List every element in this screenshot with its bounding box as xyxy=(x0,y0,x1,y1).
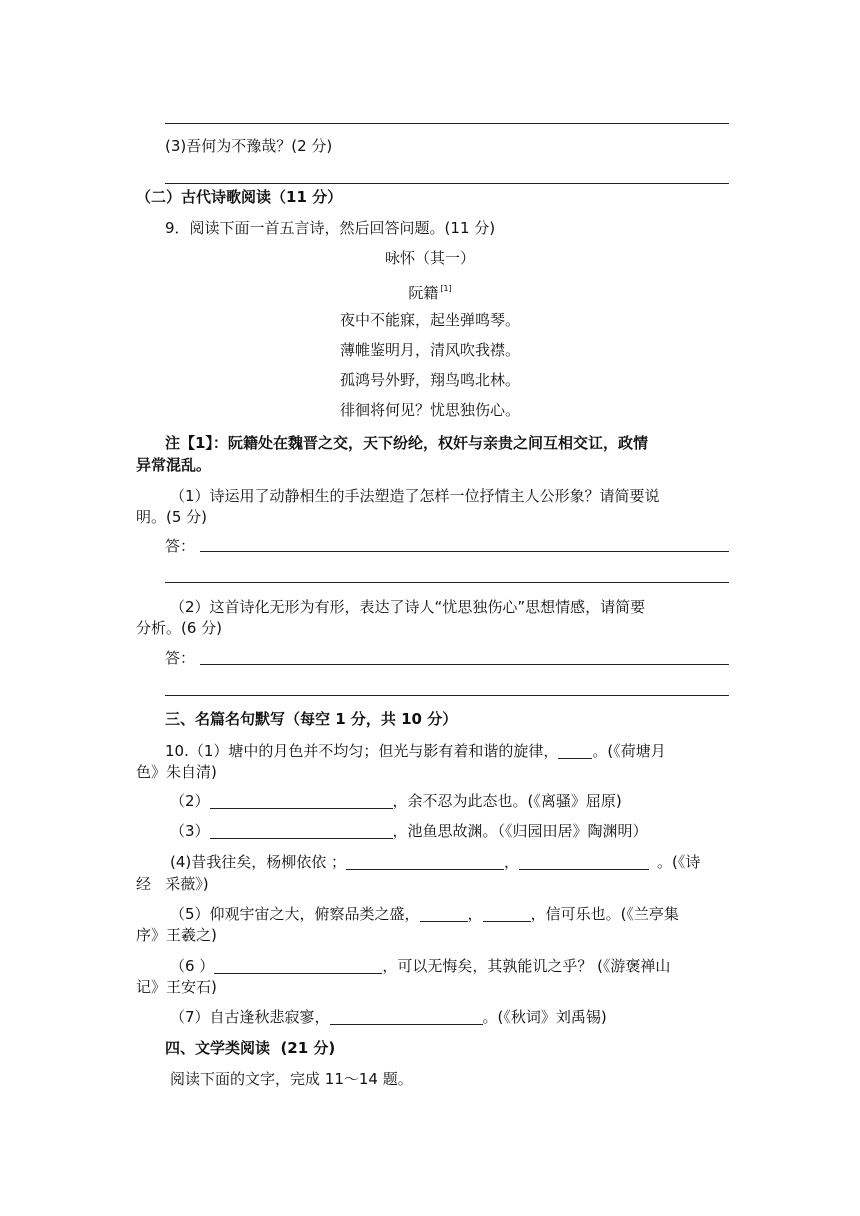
q10-item2 xyxy=(170,791,622,811)
answer-label: 答： xyxy=(165,649,196,667)
poem-line: 夜中不能寐，起坐弹鸣琴。 xyxy=(339,311,520,329)
q10-item3 xyxy=(170,821,648,841)
fill-blank[interactable] xyxy=(210,823,393,839)
q9-2-line2: 分析。(6 分) xyxy=(136,619,223,637)
q10-item5-text: （5）仰观宇宙之大，俯察品类之盛， xyxy=(170,905,420,923)
section4-prompt: 阅读下面的文字，完成 11～14 题。 xyxy=(170,1070,413,1088)
section3-heading: 三、名篇名句默写（每空 1 分，共 10 分） xyxy=(165,710,458,728)
q10-item3-label: （3） xyxy=(170,822,210,840)
poem-note-line2: 异常混乱。 xyxy=(136,456,212,474)
section2-heading: （二）古代诗歌阅读（11 分） xyxy=(136,188,343,206)
q10-item1-line2: 色》朱自清) xyxy=(136,763,217,781)
q10-item4-sep: ， xyxy=(504,853,520,871)
answer-line-q8-3 xyxy=(165,183,729,184)
q10-item4-source: 。(《诗 xyxy=(657,853,701,871)
fill-blank[interactable] xyxy=(483,906,531,922)
q10-item5-sep: ， xyxy=(467,905,483,923)
q10-item5-source: ，信可乐也。(《兰亭集 xyxy=(530,905,679,923)
fill-blank[interactable] xyxy=(519,854,649,870)
q10-item2-label: （2） xyxy=(170,792,210,810)
author-note-mark: [1] xyxy=(440,284,452,293)
poem-title: 咏怀（其一） xyxy=(384,249,475,267)
q10-item5-line1 xyxy=(170,904,679,924)
q9-prompt: 9．阅读下面一首五言诗，然后回答问题。(11 分) xyxy=(165,219,496,237)
answer-label: 答： xyxy=(165,537,196,555)
q10-item6-line2: 记》王安石) xyxy=(136,978,217,996)
q10-item7-text: （7）自古逢秋悲寂寥， xyxy=(170,1008,330,1026)
fill-blank[interactable] xyxy=(210,793,393,809)
answer-line[interactable] xyxy=(165,695,729,696)
poem-author-line xyxy=(0,279,860,303)
fill-blank[interactable] xyxy=(214,958,382,974)
q10-item6-label: （6 ） xyxy=(170,957,215,975)
q10-item2-text: ，余不忍为此态也。(《离骚》屈原) xyxy=(392,792,622,810)
poem-line: 孤鸿号外野，翔鸟鸣北林。 xyxy=(339,371,520,389)
answer-line[interactable] xyxy=(200,551,729,552)
fill-blank[interactable] xyxy=(558,743,592,759)
fill-blank[interactable] xyxy=(346,854,504,870)
q10-item6-line1 xyxy=(170,956,670,976)
q10-item6-text: ，可以无悔矣，其孰能讥之乎？ (《游褒禅山 xyxy=(382,957,671,975)
answer-line[interactable] xyxy=(200,664,729,665)
q10-item1-text: 10.（1）塘中的月色并不均匀；但光与影有着和谐的旋律， xyxy=(165,742,559,760)
q9-2-line1: （2）这首诗化无形为有形，表达了诗人“忧思独伤心”思想情感，请简要 xyxy=(170,598,646,616)
q10-item4-text: (4)昔我往矣，杨柳依依 ； xyxy=(170,853,347,871)
q10-item4-line2: 经 采薇》) xyxy=(136,875,209,893)
q10-item1-source: 。(《荷塘月 xyxy=(592,742,666,760)
poem-note-line1: 注【1】：阮籍处在魏晋之交，天下纷纶，权奸与亲贵之间互相交讧，政情 xyxy=(165,434,648,452)
poem-author: 阮籍 xyxy=(408,284,439,302)
q10-item3-text: ，池鱼思故渊。（《归园田居》陶渊明） xyxy=(392,822,648,840)
q9-1-line2: 明。(5 分) xyxy=(136,508,208,526)
answer-line[interactable] xyxy=(165,582,729,583)
q8-part3: (3)吾何为不豫哉？(2 分) xyxy=(165,137,333,155)
q10-item7-source: 。(《秋词》刘禹锡) xyxy=(482,1008,607,1026)
q10-item7 xyxy=(170,1007,607,1027)
q10-item5-line2: 序》王羲之) xyxy=(136,926,217,944)
fill-blank[interactable] xyxy=(330,1009,483,1025)
poem-line: 薄帷鉴明月，清风吹我襟。 xyxy=(339,341,520,359)
q10-item4-line1 xyxy=(170,852,700,872)
answer-line-q8-2 xyxy=(165,123,729,124)
fill-blank[interactable] xyxy=(420,906,468,922)
q9-1-line1: （1）诗运用了动静相生的手法塑造了怎样一位抒情主人公形象？请简要说 xyxy=(170,487,660,505)
section4-heading: 四、文学类阅读 (21 分) xyxy=(165,1039,336,1057)
q10-item1-line1 xyxy=(165,741,666,761)
poem-line: 徘徊将何见？忧思独伤心。 xyxy=(339,401,520,419)
